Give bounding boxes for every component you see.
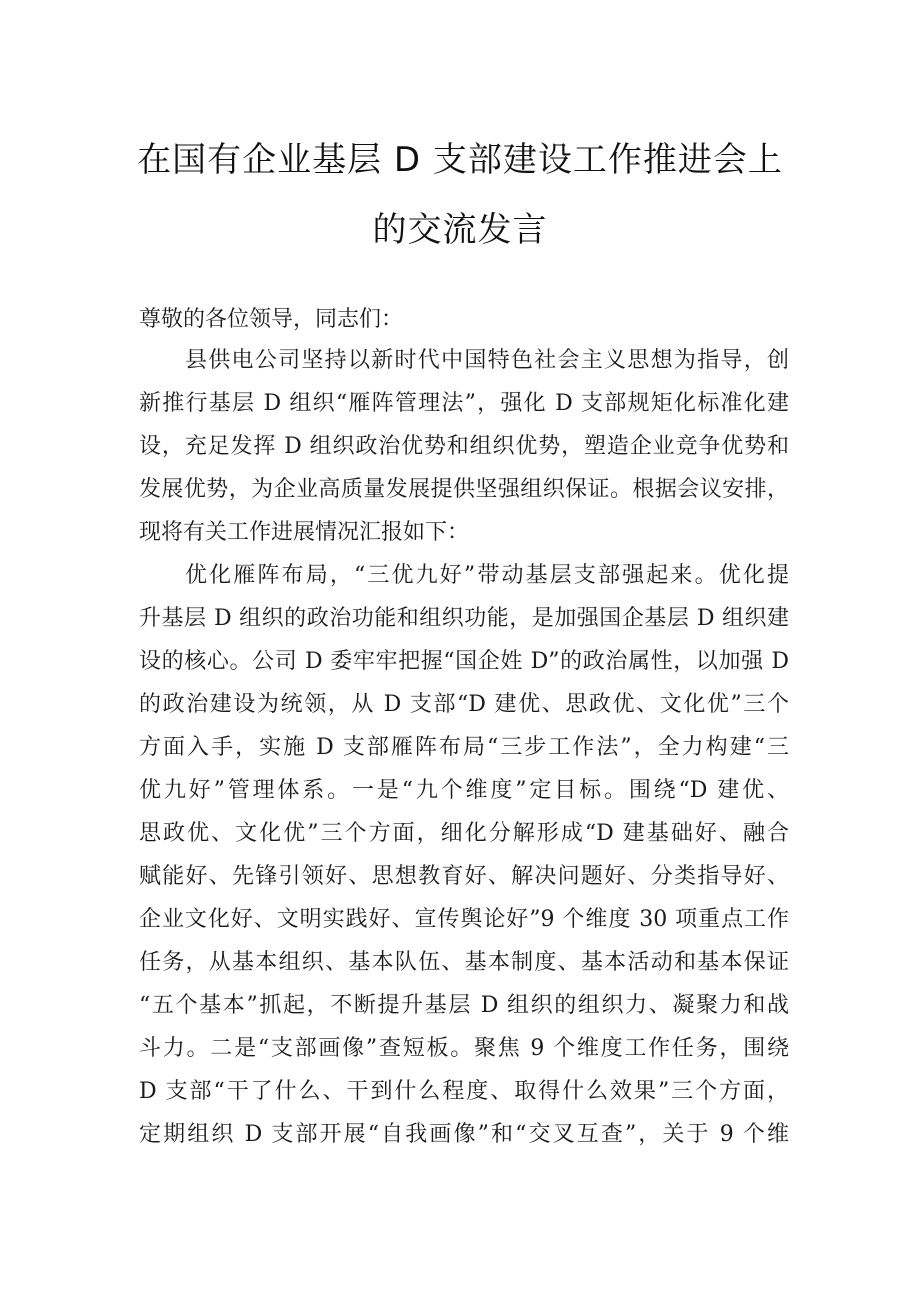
salutation: 尊敬的各位领导，同志们：	[139, 307, 404, 332]
paragraph-2-line: 升基层 D 组织的政治功能和组织功能，是加强国企基层 D 组织建	[139, 606, 789, 631]
paragraph-2-line: 优九好”管理体系。一是“九个维度”定目标。围绕“D 建优、	[139, 778, 789, 803]
paragraph-1-line: 设，充足发挥 D 组织政治优势和组织优势，塑造企业竞争优势和	[139, 434, 789, 459]
paragraph-2-line: 的政治建设为统领，从 D 支部“D 建优、思政优、文化优”三个	[139, 692, 789, 717]
paragraph-2-line: D 支部“干了什么、干到什么程度、取得什么效果”三个方面，	[139, 1079, 789, 1104]
paragraph-2-line: 设的核心。公司 D 委牢牢把握“国企姓 D”的政治属性，以加强 D	[139, 649, 789, 674]
paragraph-1-line: 新推行基层 D 组织“雁阵管理法”，强化 D 支部规矩化标准化建	[139, 391, 789, 416]
paragraph-2-line: 优化雁阵布局，“三优九好”带动基层支部强起来。优化提	[185, 563, 789, 588]
paragraph-2-line: 任务，从基本组织、基本队伍、基本制度、基本活动和基本保证	[139, 950, 789, 975]
document-title-line-1: 在国有企业基层 D 支部建设工作推进会上	[137, 140, 783, 180]
paragraph-2-line: 赋能好、先锋引领好、思想教育好、解决问题好、分类指导好、	[139, 864, 789, 889]
paragraph-1-line: 现将有关工作进展情况汇报如下：	[139, 520, 470, 545]
document-title-line-2: 的交流发言	[372, 210, 548, 250]
paragraph-2-line: 思政优、文化优”三个方面，细化分解形成“D 建基础好、融合	[139, 821, 789, 846]
paragraph-2-line: 企业文化好、文明实践好、宣传舆论好”9 个维度 30 项重点工作	[139, 907, 789, 932]
paragraph-2-line: 斗力。二是“支部画像”查短板。聚焦 9 个维度工作任务，围绕	[139, 1036, 789, 1061]
paragraph-2-line: “五个基本”抓起，不断提升基层 D 组织的组织力、凝聚力和战	[139, 993, 789, 1018]
paragraph-2-line: 方面入手，实施 D 支部雁阵布局“三步工作法”，全力构建“三	[139, 735, 789, 760]
paragraph-2-line: 定期组织 D 支部开展“自我画像”和“交叉互查”，关于 9 个维	[139, 1122, 789, 1147]
paragraph-1-line: 发展优势，为企业高质量发展提供坚强组织保证。根据会议安排，	[139, 477, 789, 502]
paragraph-1-line: 县供电公司坚持以新时代中国特色社会主义思想为指导，创	[185, 348, 789, 373]
